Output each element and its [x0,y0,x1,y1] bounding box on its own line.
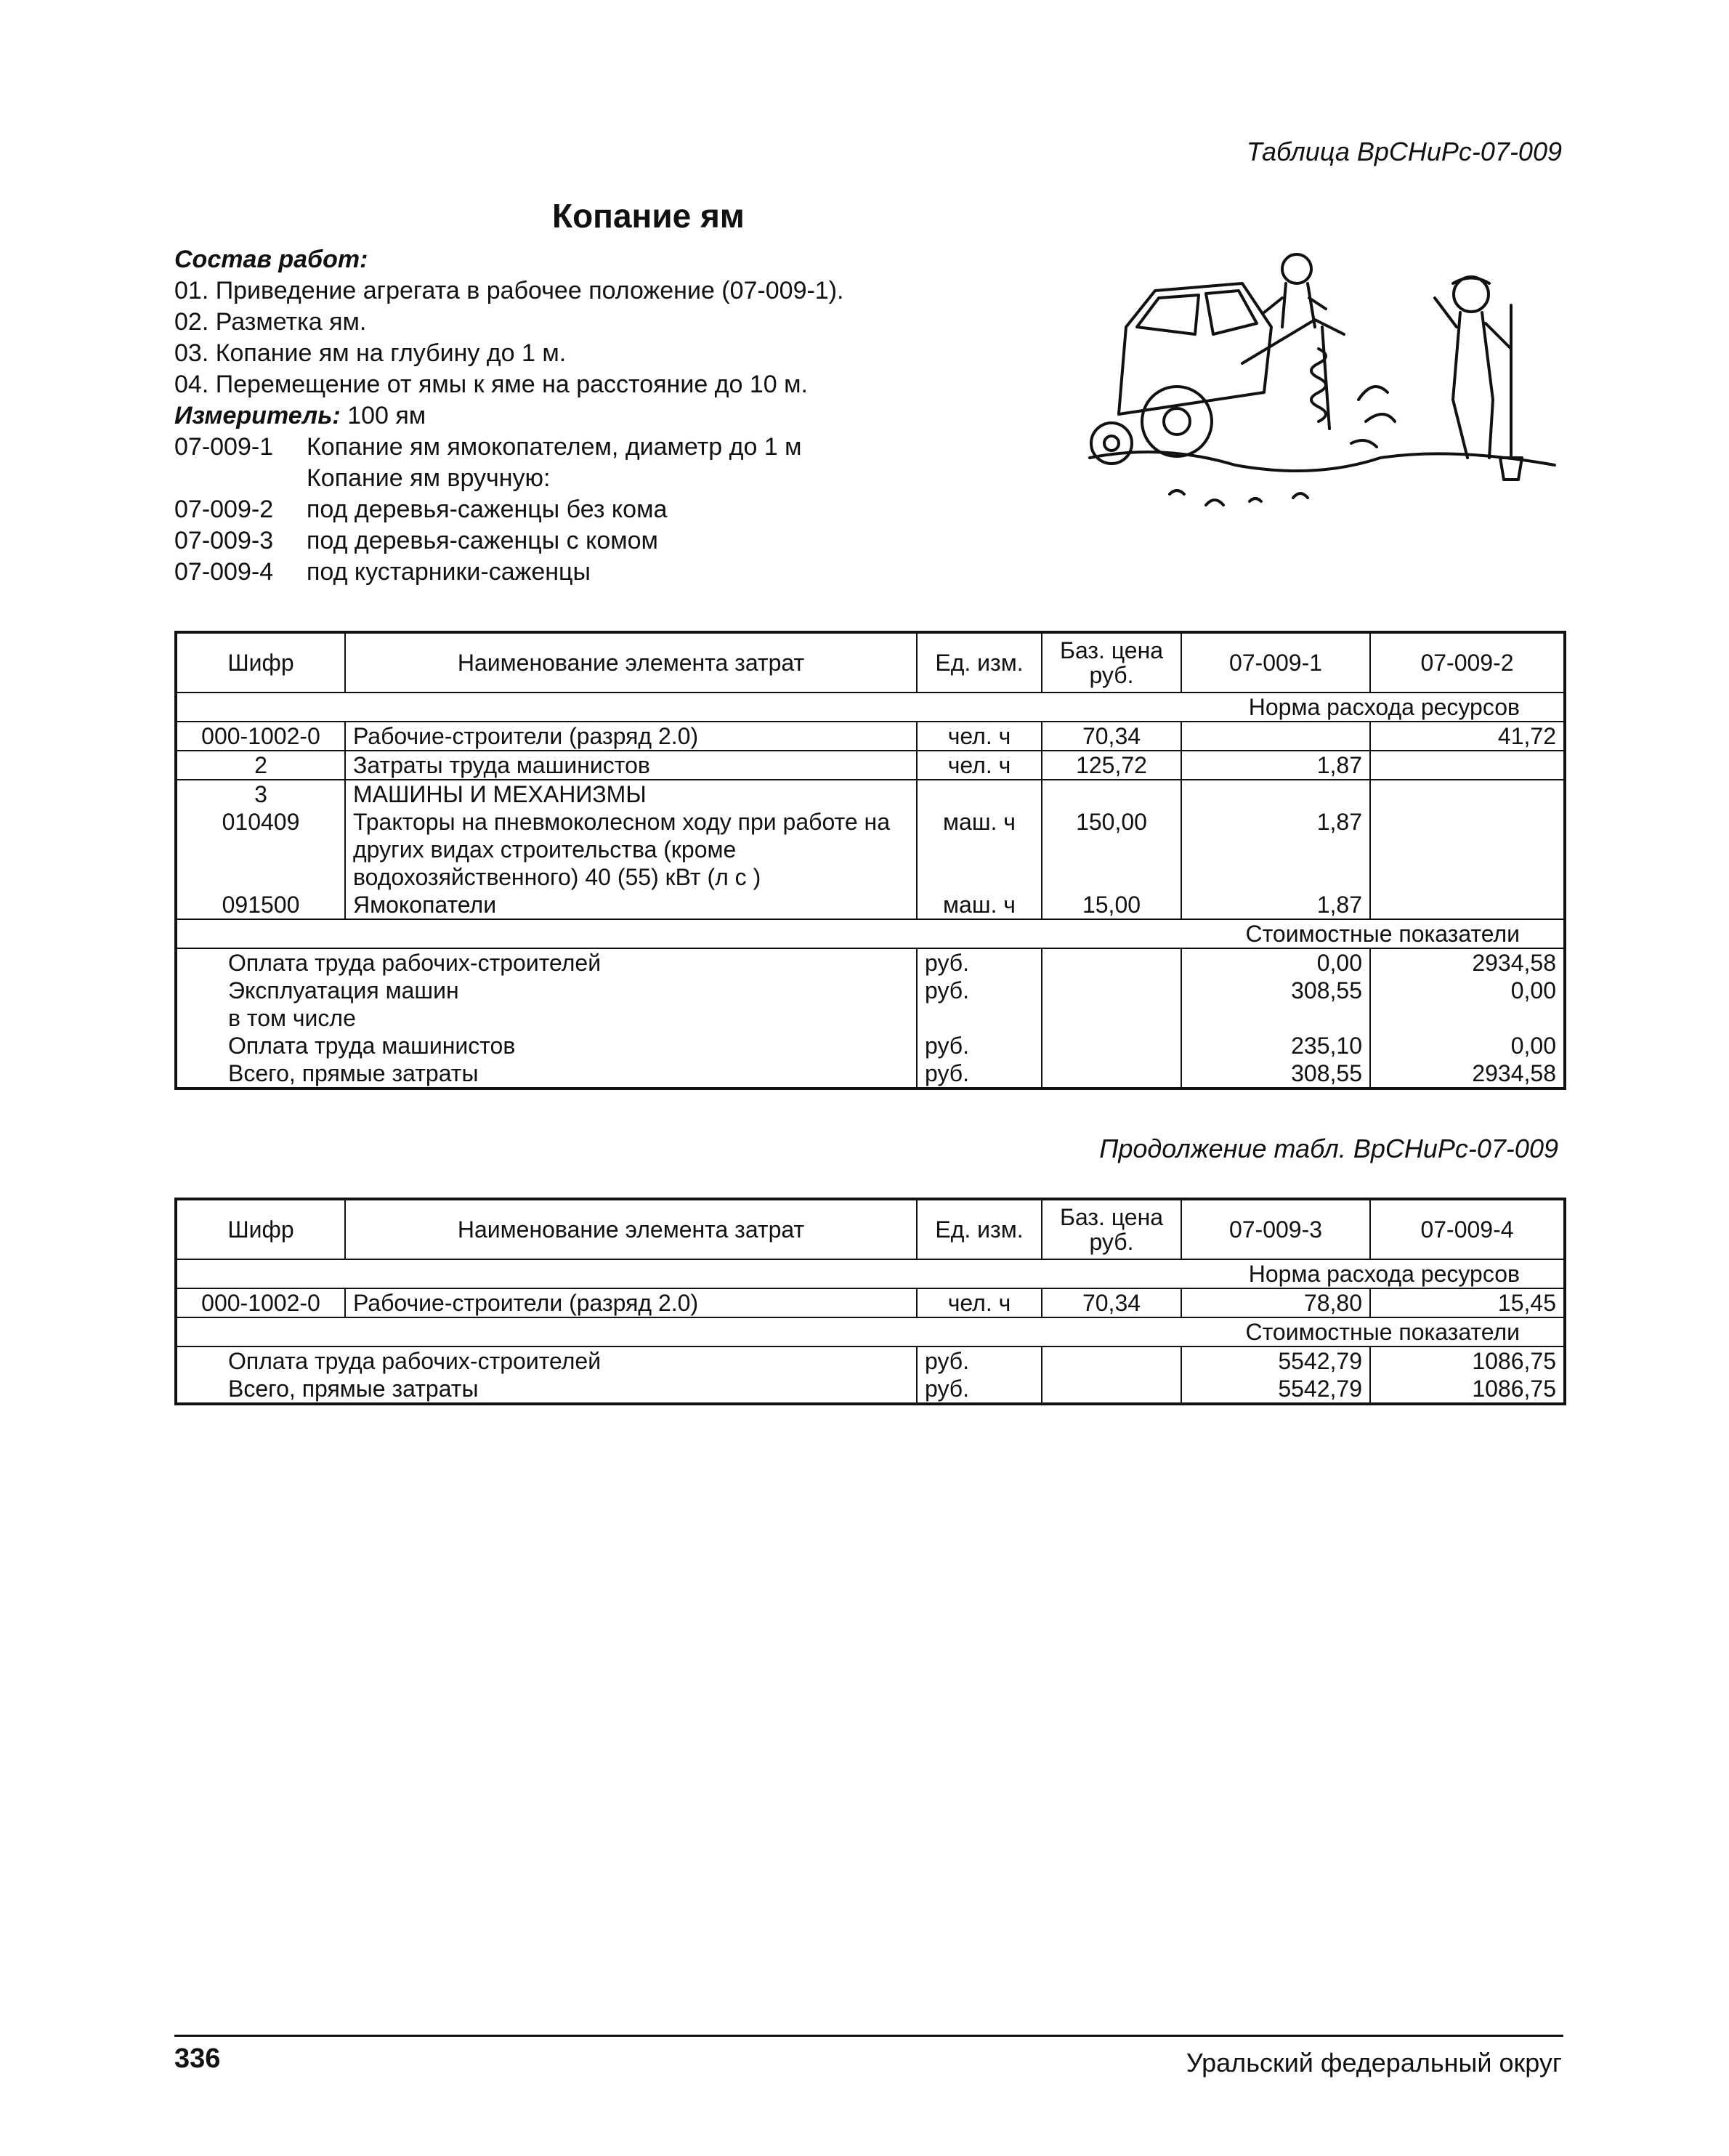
cost-price [1042,977,1181,1004]
cost-name: в том числе [228,1005,356,1031]
item-row [174,525,1061,557]
item-text: под кустарники-саженцы [307,558,591,586]
cell-unit: чел. ч [917,722,1042,751]
cost-price [1042,1347,1181,1375]
table-row [176,780,1565,808]
table-row [176,1288,1565,1317]
cell-code: 010409 [222,809,300,835]
cost-row [176,1004,1565,1032]
tractor-pit-digger-illustration [1075,240,1569,530]
cell-norm-2: 41,72 [1370,722,1565,751]
cost-unit [917,1004,1042,1032]
table-row [176,751,1565,780]
cost-unit: руб. [917,1347,1042,1375]
work-description [174,244,1061,588]
cell-name: Рабочие-строители (разряд 2.0) [345,722,917,751]
cell-unit: чел. ч [917,751,1042,780]
cell-norm-3: 78,80 [1181,1288,1370,1317]
measure-line [174,400,1061,432]
cell-unit: чел. ч [917,1288,1042,1317]
page-number: 336 [174,2043,221,2074]
section-row [176,1317,1565,1347]
resource-table-1 [174,631,1566,1090]
item-text: Копание ям вручную: [307,464,551,492]
table-row [176,808,1565,891]
measure-value: 100 ям [347,402,426,429]
cost-price [1042,1004,1181,1032]
cell-norm-1: 1,87 [1181,808,1370,891]
item-code: 07-009-4 [174,558,274,586]
cell-code: 000-1002-0 [176,1288,345,1317]
col-header-code: Шифр [176,632,345,693]
cost-unit: руб. [917,1375,1042,1404]
cell-norm-1 [1181,780,1370,808]
cell-price [1042,780,1181,808]
table-header-row [176,1199,1565,1259]
cost-unit: руб. [917,1059,1042,1089]
measure-label: Измеритель: [174,402,341,429]
step-item: 01. Приведение агрегата в рабочее положение (07-009-1). [174,277,844,304]
footer-divider [174,2035,1563,2037]
cost-value-1: 0,00 [1181,948,1370,977]
item-row [174,494,1061,525]
table-row [176,722,1565,751]
table-reference: Таблица ВрСНиРс-07-009 [1246,137,1562,166]
section-label: Норма расхода ресурсов [176,1259,1565,1288]
cell-norm-2 [1370,780,1565,808]
col-header-name: Наименование элемента затрат [345,1199,917,1259]
cost-unit: руб. [917,977,1042,1004]
item-text: под деревья-саженцы с комом [307,527,658,554]
step-item: 02. Разметка ям. [174,308,367,336]
section-row [176,693,1565,722]
section-label: Норма расхода ресурсов [176,693,1565,722]
cost-name: Всего, прямые затраты [228,1060,479,1086]
col-header-norm-2: 07-009-2 [1370,632,1565,693]
footer-district: Уральский федеральный округ [1186,2048,1562,2078]
cell-name: Затраты труда машинистов [345,751,917,780]
cell-name: Рабочие-строители (разряд 2.0) [345,1288,917,1317]
col-header-norm-4: 07-009-4 [1370,1199,1565,1259]
cost-value-2: 2934,58 [1370,948,1565,977]
cost-value-2 [1370,1004,1565,1032]
col-header-price: Баз. цена руб. [1042,632,1181,693]
cell-name: Тракторы на пневмоколесном ходу при работе на других видах строительства (кроме водохозяйственного) 40 (55) кВт (л с ) [345,808,917,891]
step-item: 04. Перемещение от ямы к яме на расстояние до 10 м. [174,371,808,398]
cost-name: Оплата труда машинистов [228,1033,516,1059]
cost-row [176,977,1565,1004]
section-row [176,919,1565,948]
item-row [174,463,1061,494]
cost-value-2: 0,00 [1370,977,1565,1004]
cost-name: Эксплуатация машин [228,977,459,1004]
cost-name: Оплата труда рабочих-строителей [228,950,602,976]
cost-price [1042,1032,1181,1059]
composition-label: Состав работ: [174,246,368,273]
cost-price [1042,1375,1181,1404]
page-title: Копание ям [552,197,745,235]
col-header-norm-1: 07-009-1 [1181,632,1370,693]
item-row [174,432,1061,463]
section-label: Стоимостные показатели [176,919,1565,948]
col-header-price: Баз. цена руб. [1042,1199,1181,1259]
cell-norm-2 [1370,891,1565,919]
continuation-reference: Продолжение табл. ВрСНиРс-07-009 [1099,1134,1558,1163]
cell-norm-2 [1370,808,1565,891]
col-header-unit: Ед. изм. [917,1199,1042,1259]
cost-value-2: 0,00 [1370,1032,1565,1059]
col-header-unit: Ед. изм. [917,632,1042,693]
cost-price [1042,1059,1181,1089]
col-header-code: Шифр [176,1199,345,1259]
section-row [176,1259,1565,1288]
item-code: 07-009-3 [174,527,274,554]
cost-value-1: 308,55 [1181,1059,1370,1089]
item-row [174,557,1061,588]
cell-norm-1 [1181,722,1370,751]
step-item: 03. Копание ям на глубину до 1 м. [174,339,567,367]
col-header-name: Наименование элемента затрат [345,632,917,693]
col-header-norm-3: 07-009-3 [1181,1199,1370,1259]
cost-row [176,1375,1565,1404]
cost-value-3: 5542,79 [1181,1375,1370,1404]
cost-value-3: 5542,79 [1181,1347,1370,1375]
cost-row [176,948,1565,977]
cost-name: Всего, прямые затраты [228,1376,479,1402]
item-text: под деревья-саженцы без кома [307,496,668,523]
cell-code: 2 [254,752,267,778]
cell-name: МАШИНЫ И МЕХАНИЗМЫ [345,780,917,808]
cell-norm-2 [1370,751,1565,780]
table-header-row [176,632,1565,693]
cost-value-1 [1181,1004,1370,1032]
cost-row [176,1059,1565,1089]
cell-price: 70,34 [1042,1288,1181,1317]
cell-price: 150,00 [1042,808,1181,891]
cost-value-2: 2934,58 [1370,1059,1565,1089]
table-row [176,891,1565,919]
cell-code: 000-1002-0 [176,722,345,751]
cell-code: 3 [176,780,345,808]
resource-table-2 [174,1198,1566,1405]
cell-price: 125,72 [1042,751,1181,780]
cell-norm-1: 1,87 [1181,891,1370,919]
item-code [174,463,307,494]
cost-unit: руб. [917,948,1042,977]
cell-unit: маш. ч [917,808,1042,891]
section-label: Стоимостные показатели [176,1317,1565,1347]
cost-value-4: 1086,75 [1370,1347,1565,1375]
cell-norm-1: 1,87 [1181,751,1370,780]
cost-value-1: 235,10 [1181,1032,1370,1059]
item-text: Копание ям ямокопателем, диаметр до 1 м [307,433,802,461]
item-code: 07-009-1 [174,433,274,461]
cost-value-4: 1086,75 [1370,1375,1565,1404]
cell-price: 15,00 [1042,891,1181,919]
cost-value-1: 308,55 [1181,977,1370,1004]
cell-unit: маш. ч [917,891,1042,919]
cell-name: Ямокопатели [345,891,917,919]
cost-row [176,1347,1565,1375]
cost-row [176,1032,1565,1059]
item-code: 07-009-2 [174,496,274,523]
cell-norm-4: 15,45 [1370,1288,1565,1317]
cell-unit [917,780,1042,808]
cost-name: Оплата труда рабочих-строителей [228,1348,602,1374]
cell-price: 70,34 [1042,722,1181,751]
cost-price [1042,948,1181,977]
cell-code: 091500 [176,891,345,919]
cost-unit: руб. [917,1032,1042,1059]
